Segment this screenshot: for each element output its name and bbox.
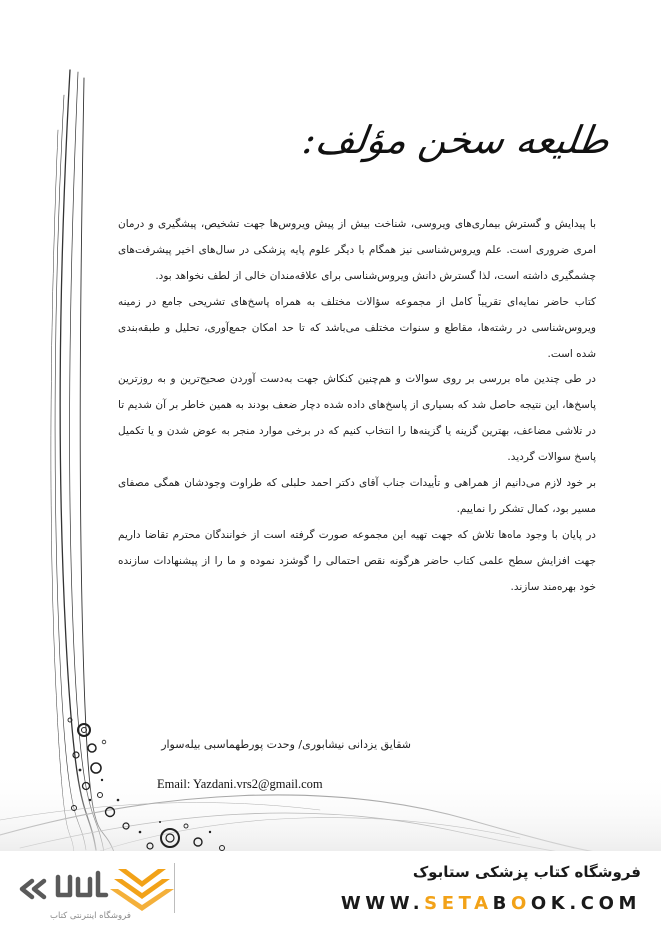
website-url[interactable]: [341, 893, 641, 914]
logo-tagline: فروشگاه اینترنتی کتاب: [50, 911, 131, 921]
setabook-logo: [18, 859, 178, 911]
paragraph: بر خود لازم می‌دانیم از همراهی و تأییدات جناب آقای دکتر احمد حلبلی که طراوت وجودشان همگی مصفای مسیر بود، کمال تشکر را نماییم.: [118, 477, 596, 515]
body-text: [118, 212, 596, 601]
url-suffix: OK.COM: [530, 893, 641, 914]
page-title: طليعه سخن مؤلف:: [299, 118, 613, 162]
url-middle: B: [492, 893, 511, 914]
shop-name: فروشگاه کتاب پزشکی ستابوک: [412, 863, 641, 881]
paragraph: کتاب حاضر نمایه‌ای تقریباً کامل از مجموعه سؤالات مختلف به همراه پاسخ‌های تشریحی جامع در زمینه ویروس‌شناسی در رشته‌ها، مقاطع و سنوات مختلف می‌باشد که تا حد امکان جمع‌آوری، تحلیل و طبقه‌بندی شده است.: [118, 295, 596, 360]
author-email: Email: Yazdani.vrs2@gmail.com: [157, 777, 323, 791]
author-signature: شقایق یزدانی نیشابوری/ وحدت پورطهماسبی بیله‌سوار: [161, 738, 411, 751]
footer-banner: [0, 851, 661, 925]
logo-divider: [174, 863, 175, 913]
paragraph: در طی چندین ماه بررسی بر روی سوالات و هم‌چنین کنکاش جهت به‌دست آوردن صحیح‌ترین و به روزترین پاسخ‌ها، این نتیجه حاصل شد که بسیاری از پاسخ‌های داده شده دچار ضعف بودند به همین خاطر بر آن شدیم تا در تلاشی مضاعف، بهترین گزینه یا گزینه‌ها را انتخاب کنیم که در برخی موارد منجر به عوض شدن و یا تکمیل پاسخ سوالات گردید.: [118, 373, 596, 464]
url-prefix: WWW.: [340, 893, 425, 914]
url-highlight-o: O: [510, 893, 531, 914]
paragraph: با پیدایش و گسترش بیماری‌های ویروسی، شناخت بیش از پیش ویروس‌ها جهت تشخیص، پیشگیری و درمان امری ضروری است. علم ویروس‌شناسی نیز همگام با دیگر علوم پایه پزشکی در سال‌های اخیر پیشرفت‌های چشمگیری داشته است، لذا گسترش دانش ویروس‌شناسی برای علاقه‌مندان خالی از لطف نخواهد بود.: [118, 218, 596, 282]
paragraph: در پایان با وجود ماه‌ها تلاش که جهت تهیه این مجموعه صورت گرفته است از خوانندگان محترم تقاضا داریم جهت افزایش سطح علمی کتاب حاضر هرگونه نقص احتمالی را گوشزد نموده و ما را از پیشنهادات سازنده خود بهره‌مند سازند.: [118, 528, 596, 593]
url-highlight-seta: SETA: [424, 893, 493, 914]
